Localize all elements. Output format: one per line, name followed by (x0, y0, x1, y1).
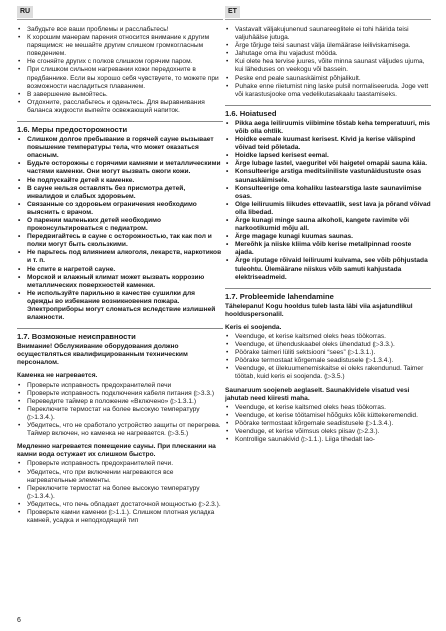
solutions-list (17, 460, 223, 525)
list-item: • Проверьте исправность подключения кабеля питания (▷3.3.) (17, 390, 223, 398)
problem-heading: Saunaruum soojeneb aeglaselt. Saunakividele visatud vesi jahutab need kiiresti maha. (225, 386, 410, 402)
list-item: • Проверьте исправность предохранителей печи (17, 382, 223, 390)
list-item: • Проверьте исправность предохранителей печи. (17, 460, 223, 468)
list-item: • Будьте осторожны с горячими камнями и металлическими частями каменки. Они могут вызвать ожоги кожи. (17, 160, 223, 176)
list-item: • При слишком сильном нагревании кожи передохните в предбаннике. Если вы хорошо себя чувствуете, то можете при возможности насладиться плаванием. (17, 66, 223, 90)
list-item: • Не используйте парильню в качестве сушилки для одежды во избежание возникновения пожара. Электроприборы могут сломаться вследствие излишней влажности. (17, 290, 223, 322)
notice-text: Внимание! Обслуживание оборудования должно осуществляться квалифицированным техническим персоналом. (17, 343, 188, 367)
list-item: • Ärge lubage lastel, vaeguritel või haigetel omapäi sauna käia. (225, 160, 431, 168)
list-item: • Отдохните, расслабьтесь и оденьтесь. Для выравнивания баланса жидкости выпейте освежающий напиток. (17, 99, 223, 115)
list-item: • Puhake enne riietumist ning laske pulsil normaliseeruda. Joge vett või karastusjooke oma vedelikutasakaalu taastamiseks. (225, 83, 431, 99)
section-title: 1.6. Hoiatused (225, 108, 277, 118)
list-item: • Убедитесь, что при включении нагреваются все нагревательные элементы. (17, 469, 223, 485)
list-item: • Переведите таймер в положение «Включено» (▷1.3.1.) (17, 398, 223, 406)
list-item: • Передвигайтесь в сауне с осторожностью, так как пол и полки могут быть скользкими. (17, 233, 223, 249)
column-et (225, 26, 431, 444)
list-item: • Veenduge, et kerise võimsus oleks piisav (▷2.3.). (225, 428, 431, 436)
list-item: • Убедитесь, что печь обладает достаточной мощностью (▷2.3.). (17, 501, 223, 509)
list-item: • Konsulteerige arstiga meditsiiniliste vastunäidustuste osas saunaskäimisele. (225, 168, 431, 184)
section-warnings (225, 105, 431, 282)
list-item: • В сауне нельзя оставлять без присмотра детей, инвалидов и слабых здоровьем. (17, 185, 223, 201)
list-item: • Забудьте все ваши проблемы и расслабьтесь! (17, 26, 223, 34)
list-item: • Konsulteerige oma kohaliku lastearstiga laste saunaviimise osas. (225, 185, 431, 201)
header-et (225, 6, 431, 20)
list-item: • Kui olete hea tervise juures, võite minna saunast väljudes ujuma, kui läheduses on veekogu või bassein. (225, 58, 431, 74)
list-item: • Не подпускайте детей к каменке. (17, 177, 223, 185)
list-item: • Hoidke eemale kuumast kerisest. Kivid ja kerise välispind võivad teid põletada. (225, 136, 431, 152)
list-item: • Veenduge, et kerise kaitsmed oleks heas töökorras. (225, 404, 431, 412)
list-item: • Проверьте камни каменки (▷1.1.). Слишком плотная укладка камней, усадка и неподходящий тип (17, 509, 223, 525)
list-item: • Убедитесь, что не сработало устройство защиты от перегрева. Таймер включен, но каменка не нагревается. (▷3.5.) (17, 422, 223, 438)
problem-heading: Каменка не нагревается. (17, 372, 98, 380)
intro-list (17, 26, 223, 115)
solutions-list (225, 404, 431, 444)
list-item: • Ärge magage kunagi kuumas saunas. (225, 233, 431, 241)
section-title: 1.7. Probleemide lahendamine (225, 291, 334, 301)
list-item: • Peske end peale saunaskäimist põhjalikult. (225, 75, 431, 83)
section-title: 1.7. Возможные неисправности (17, 332, 136, 342)
page-number: 6 (17, 617, 21, 624)
list-item: • О парении маленьких детей необходимо проконсультироваться с педиатром. (17, 217, 223, 233)
solutions-list (17, 382, 223, 439)
notice-text: Tähelepanu! Kogu hooldus tuleb lasta läbi viia asjatundlikul hoolduspersonalil. (225, 302, 413, 318)
list-item: • Hoidke lapsed kerisest eemal. (225, 152, 431, 160)
list-item: • Pöörake termostaat kõrgemale seadistusele (▷1.3.4.). (225, 420, 431, 428)
intro-list (225, 26, 431, 99)
header-ru (17, 6, 223, 20)
list-item: • Не парьтесь под влиянием алкоголя, лекарств, наркотиков и т. п. (17, 249, 223, 265)
list-item: • Связанные со здоровьем ограничения необходимо выяснить с врачом. (17, 201, 223, 217)
list-item: • Pöörake termostaat kõrgemale seadistusele (▷1.3.4.). (225, 357, 431, 365)
list-item: • Слишком долгое пребывание в горячей сауне вызывает повышение температуры тела, что может оказаться опасным. (17, 136, 223, 160)
list-item: • Veenduge, et ülekuumenemiskaitse ei oleks rakendunud. Taimer töötab, kuid keris ei soojenda. (▷3.5.) (225, 365, 431, 381)
problem-heading: Keris ei soojenda. (225, 323, 282, 331)
section-troubleshooting (225, 288, 431, 445)
language-tag-ru: RU (17, 6, 33, 18)
list-item: • Морской и влажный климат может вызвать коррозию металлических поверхностей каменки. (17, 274, 223, 290)
column-ru (17, 26, 223, 525)
list-item: • Ärge riputage rõivaid leiliruumi kuivama, see võib põhjustada tuleohtu. Ülemäärane niiskus võib samuti kahjustada elektriseadmeid. (225, 257, 431, 281)
list-item: • Veenduge, et kerise töötamisel hõõguks kõik küttekeremendid. (225, 412, 431, 420)
list-item: • Mereõhk ja niiske kliima võib kerise metallpinnad rooste ajada. (225, 241, 431, 257)
section-troubleshooting (17, 328, 223, 525)
language-tag-et: ET (225, 6, 240, 18)
list-item: • Veenduge, et kerise kaitsmed oleks heas töökorras. (225, 333, 431, 341)
list-item: • Vastavalt väljakujunenud saunareeglitele ei tohi häirida teisi valjuhäälse jutuga. (225, 26, 431, 42)
section-title: 1.6. Меры предосторожности (17, 125, 128, 135)
warnings-list (17, 136, 223, 322)
section-warnings (17, 121, 223, 322)
list-item: • Pöörake taimeri lüliti sektsiooni “sees” (▷1.3.1.). (225, 349, 431, 357)
list-item: • К хорошим манерам парения относится внимание к другим парящимся: не мешайте другим слишком громкогласным поведением. (17, 34, 223, 58)
problem-heading: Медленно нагревается помещение сауны. При плескании на камни вода остужает их слишком быстро. (17, 443, 216, 459)
list-item: • Не спите в нагретой сауне. (17, 266, 223, 274)
list-item: • Veenduge, et ühenduskaabel oleks ühendatud (▷3.3.). (225, 341, 431, 349)
list-item: • Jahutage oma ihu vajadust mööda. (225, 50, 431, 58)
list-item: • Olge leiliruumis liikudes ettevaatlik, sest lava ja põrand võivad olla libedad. (225, 201, 431, 217)
list-item: • Kontrollige saunakivid (▷1.1.). Liiga tihedalt lao- (225, 436, 431, 444)
list-item: • Переключите термостат на более высокую температуру (▷1.3.4.). (17, 406, 223, 422)
list-item: • Не сгоняйте других с полков слишком горячим паром. (17, 58, 223, 66)
list-item: • Ärge kunagi minge sauna alkoholi, kangete ravimite või narkootikumid mõju all. (225, 217, 431, 233)
list-item: • Ärge tõrjuge teisi saunast välja ülemäärase leiliviskamisega. (225, 42, 431, 50)
list-item: • В завершение вымойтесь. (17, 91, 223, 99)
list-item: • Pikka aega leiliruumis viibimine tõstab keha temperatuuri, mis võib olla ohtlik. (225, 120, 431, 136)
warnings-list (225, 120, 431, 282)
solutions-list (225, 333, 431, 382)
list-item: • Переключите термостат на более высокую температуру (▷1.3.4.). (17, 485, 223, 501)
